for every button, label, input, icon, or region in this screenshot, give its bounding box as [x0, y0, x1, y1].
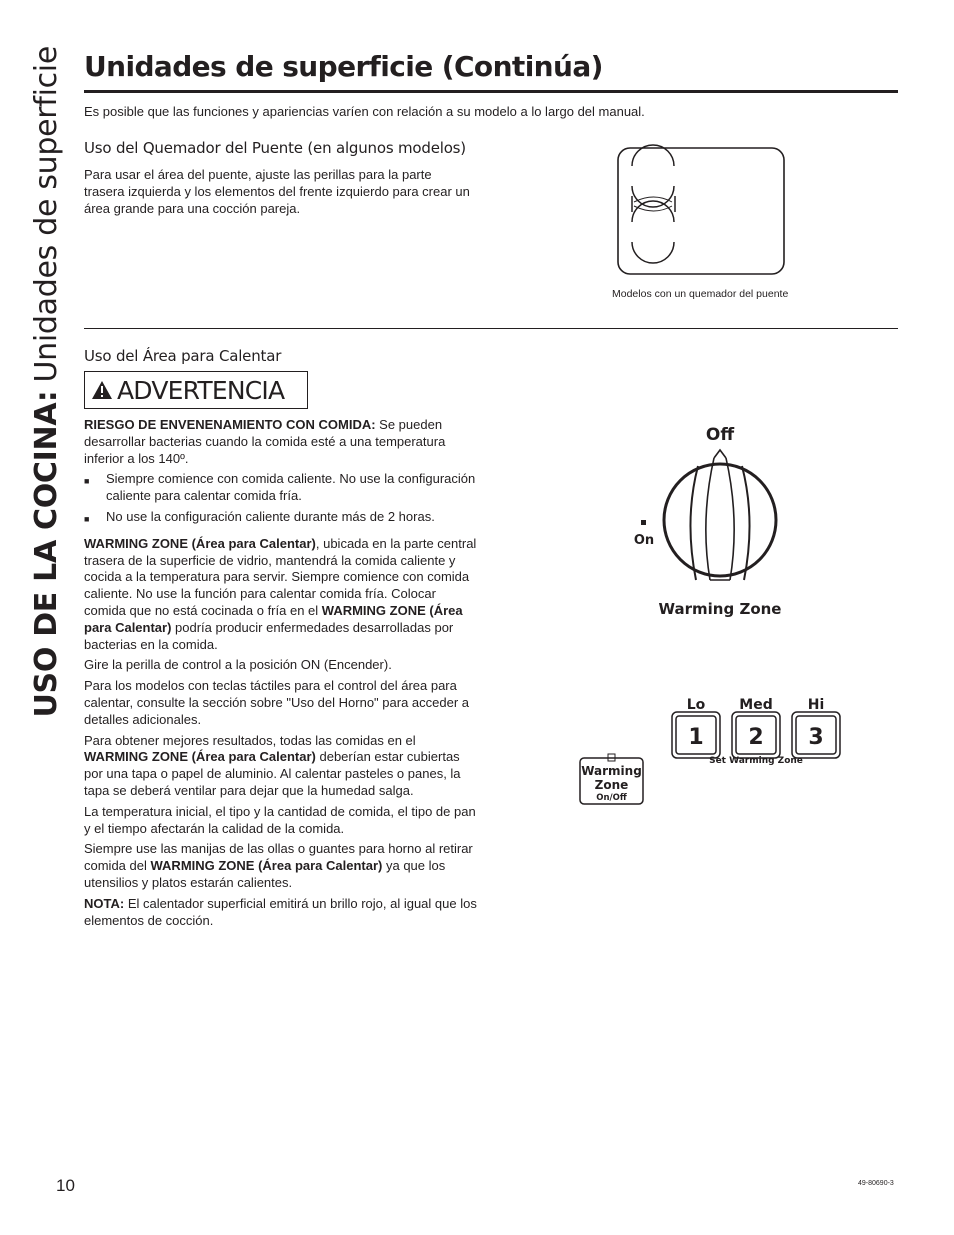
note-paragraph: NOTA: El calentador superficial emitirá un brillo rojo, al igual que los elementos de cocción. [84, 895, 477, 928]
bridge-heading: Uso del Quemador del Puente (en algunos modelos) [84, 139, 466, 157]
bridge-text: Para usar el área del puente, ajuste las perillas para la parte trasera izquierda y los elementos del frente izquierdo para crear un área grande para una cocción pareja. [84, 167, 470, 216]
key-2-number: 2 [748, 725, 764, 750]
side-tab-light: Unidades de superficie [28, 46, 64, 383]
warming-heading: Uso del Área para Calentar [84, 347, 282, 365]
list-item: ■ No use la configuración caliente durante más de 2 horas. [84, 509, 480, 528]
key-2-button[interactable] [732, 712, 780, 758]
key-1-number: 1 [688, 725, 704, 750]
bullet-square-icon: ■ [84, 513, 90, 524]
knob-zone-label: Warming Zone [658, 600, 782, 618]
warning-banner [84, 371, 308, 409]
warming-zone-knob [620, 420, 810, 626]
knob-on-label: On [633, 533, 655, 548]
warming-text-column [84, 417, 480, 933]
onoff-line3: On/Off [596, 793, 627, 803]
risk-paragraph: RIESGO DE ENVENENAMIENTO CON COMIDA: Se pueden desarrollar bacterias cuando la comida esté a una temperatura inferior a los 140º. [84, 417, 446, 466]
bridge-caption: Modelos con un quemador del puente [612, 288, 789, 300]
cover-food-paragraph: Para obtener mejores resultados, todas las comidas en el WARMING ZONE (Área para Calentar) deberían estar cubiertas por una tapa o papel de aluminio. Al calentar pasteles o panes, la tapa se deberá ventilar para dejar que la humedad salga. [84, 732, 461, 798]
list-item: ■ Siempre comience con comida caliente. No use la configuración caliente para calentar comida fría. [84, 471, 476, 504]
warming-zone-description: WARMING ZONE (Área para Calentar), ubicada en la parte central trasera de la superficie de vidrio, mantendrá la comida caliente y cocida a la temperatura para servir. Siempre comience con comida caliente. No use la función para calentar comida fría. Colocar comida que no está cocinada o fría en el WARMING ZONE (Área para Calentar) podría producir enfermedades desarrolladas por bacterias en la comida. [84, 535, 477, 652]
onoff-line1: Warming [581, 764, 642, 778]
food-quality-paragraph: La temperatura inicial, el tipo y la cantidad de comida, el tipo de pan y el tiempo afectarán la calidad de la comida. [84, 803, 476, 836]
side-section-tab [22, 46, 70, 718]
key-1-button[interactable] [672, 712, 720, 758]
page-number: 10 [56, 1176, 75, 1195]
handles-paragraph: Siempre use las manijas de las ollas o guantes para horno al retirar comida del WARMING ZONE (Área para Calentar) ya que los utensilios y platos estarán calientes. [84, 841, 473, 890]
set-warming-zone-label: Set Warming Zone [709, 756, 803, 766]
page-title: Unidades de superficie (Continúa) [84, 50, 603, 83]
document-number: 49-80690-3 [858, 1180, 894, 1187]
knob-off-label: Off [705, 425, 735, 445]
bullet-square-icon: ■ [84, 476, 90, 487]
key-lo-label: Lo [686, 697, 706, 713]
bridge-burner-diagram [612, 144, 792, 280]
key-3-button[interactable] [792, 712, 840, 758]
warning-triangle-icon [91, 380, 113, 400]
touch-models-note: Para los modelos con teclas táctiles para el control del área para calentar, consulte la sección sobre "Uso del Horno" para acceder a detalles adicionales. [84, 678, 469, 727]
touch-control-panel [576, 692, 846, 808]
onoff-line2: Zone [594, 778, 629, 792]
on-indicator-dot [641, 520, 646, 525]
title-divider [84, 90, 898, 93]
key-med-label: Med [739, 697, 773, 713]
warning-label: ADVERTENCIA [117, 375, 285, 405]
side-tab-bold: USO DE LA COCINA: [28, 390, 64, 718]
turn-knob-instruction: Gire la perilla de control a la posición ON (Encender). [84, 657, 392, 673]
key-3-number: 3 [808, 725, 824, 750]
warming-zone-onoff-button[interactable] [580, 758, 643, 804]
intro-text: Es posible que las funciones y apariencias varíen con relación a su modelo a lo largo del manual. [84, 104, 645, 119]
section-divider [84, 328, 898, 329]
key-hi-label: Hi [807, 697, 825, 713]
